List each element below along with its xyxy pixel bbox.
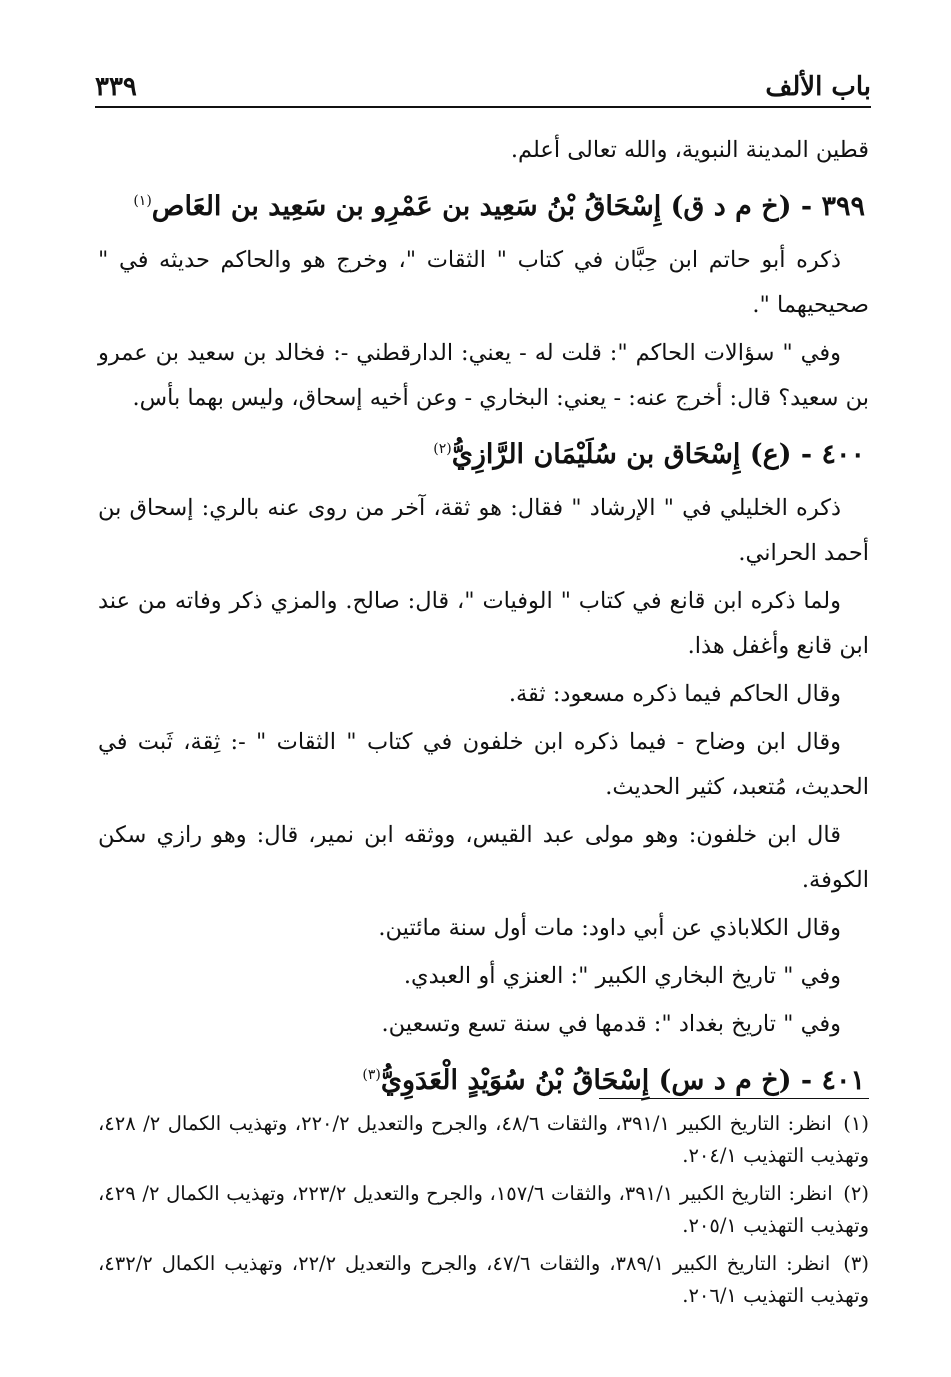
entry-heading-399 [98, 176, 869, 232]
entry-title: ٤٠٠ - (ع) إِسْحَاق بن سُلَيْمَان الرَّازِيُّ [451, 439, 865, 470]
footnote-ref: (٢) [433, 441, 452, 457]
footnote-ref: (٣) [362, 1067, 381, 1083]
footnote-number: (٢) [843, 1182, 869, 1205]
paragraph: قال ابن خلفون: وهو مولى عبد القيس، ووثقه ابن نمير، قال: وهو رازي سكن الكوفة. [98, 822, 869, 893]
paragraph: ولما ذكره ابن قانع في كتاب " الوفيات "، قال: صالح. والمزي ذكر وفاته من عند ابن قانع وأغفل هذا. [98, 588, 869, 659]
paragraph: ذكره الخليلي في " الإرشاد " فقال: هو ثقة، آخر من روى عنه بالري: إسحاق بن أحمد الحراني. [98, 495, 869, 566]
entry-title: ٤٠١ - (خ م د س) إِسْحَاقُ بْنُ سُوَيْدٍ الْعَدَوِيُّ [380, 1065, 865, 1096]
paragraph: وقال الحاكم فيما ذكره مسعود: ثقة. [508, 681, 841, 707]
paragraph: قطين المدينة النبوية، والله تعالى أعلم. [510, 137, 869, 163]
footnote-text: انظر: التاريخ الكبير ٣٩١/١، والثقات ٤٨/٦، والجرح والتعديل ٢٢٠/٢، وتهذيب الكمال ٢/ ٤٢٨، وتهذيب التهذيب ٢٠٤/١. [98, 1112, 869, 1167]
page-number: ٣٣٩ [95, 72, 137, 102]
footnote [98, 1108, 869, 1172]
footnote-ref: (١) [133, 193, 152, 209]
footnote [98, 1178, 869, 1242]
paragraph: وقال ابن وضاح - فيما ذكره ابن خلفون في كتاب " الثقات " -: ثِقة، ثَبت في الحديث، مُتعبد، كثير الحديث. [98, 729, 869, 800]
running-header [95, 58, 871, 102]
footnotes [98, 1108, 869, 1318]
chapter-title: باب الألف [765, 72, 871, 102]
footnote-number: (٣) [843, 1252, 869, 1275]
footnote [98, 1248, 869, 1312]
paragraph: وفي " سؤالات الحاكم ": قلت له - يعني: الدارقطني -: فخالد بن سعيد بن عمرو بن سعيد؟ قال: أخرج عنه: - يعني: البخاري - وعن أخيه إسحاق، وليس بهما بأس. [98, 340, 869, 411]
paragraph: وفي " تاريخ بغداد ": قدمها في سنة تسع وتسعين. [381, 1011, 841, 1037]
footnote-text: انظر: التاريخ الكبير ٣٨٩/١، والثقات ٤٧/٦، والجرح والتعديل ٢٢/٢، وتهذيب الكمال ٤٣٢/٢، وتهذيب التهذيب ٢٠٦/١. [98, 1252, 869, 1307]
footnote-text: انظر: التاريخ الكبير ٣٩١/١، والثقات ١٥٧/٦، والجرح والتعديل ٢٢٣/٢، وتهذيب الكمال ٢/ ٤٢٩، وتهذيب التهذيب ٢٠٥/١. [98, 1182, 869, 1237]
entry-title: ٣٩٩ - (خ م د ق) إِسْحَاقُ بْنُ سَعِيد بن عَمْرِو بن سَعِيد بن العَاص [151, 191, 865, 222]
footnote-number: (١) [843, 1112, 869, 1135]
header-rule [95, 106, 871, 108]
paragraph: وقال الكلاباذي عن أبي داود: مات أول سنة مائتين. [378, 915, 841, 941]
main-text [98, 128, 869, 1112]
paragraph: وفي " تاريخ البخاري الكبير ": العنزي أو العبدي. [403, 963, 841, 989]
entry-heading-400 [98, 424, 869, 480]
paragraph: ذكره أبو حاتم ابن حِبَّان في كتاب " الثقات "، وخرج هو والحاكم حديثه في " صحيحيهما ". [98, 247, 869, 318]
footnote-rule [599, 1098, 869, 1099]
